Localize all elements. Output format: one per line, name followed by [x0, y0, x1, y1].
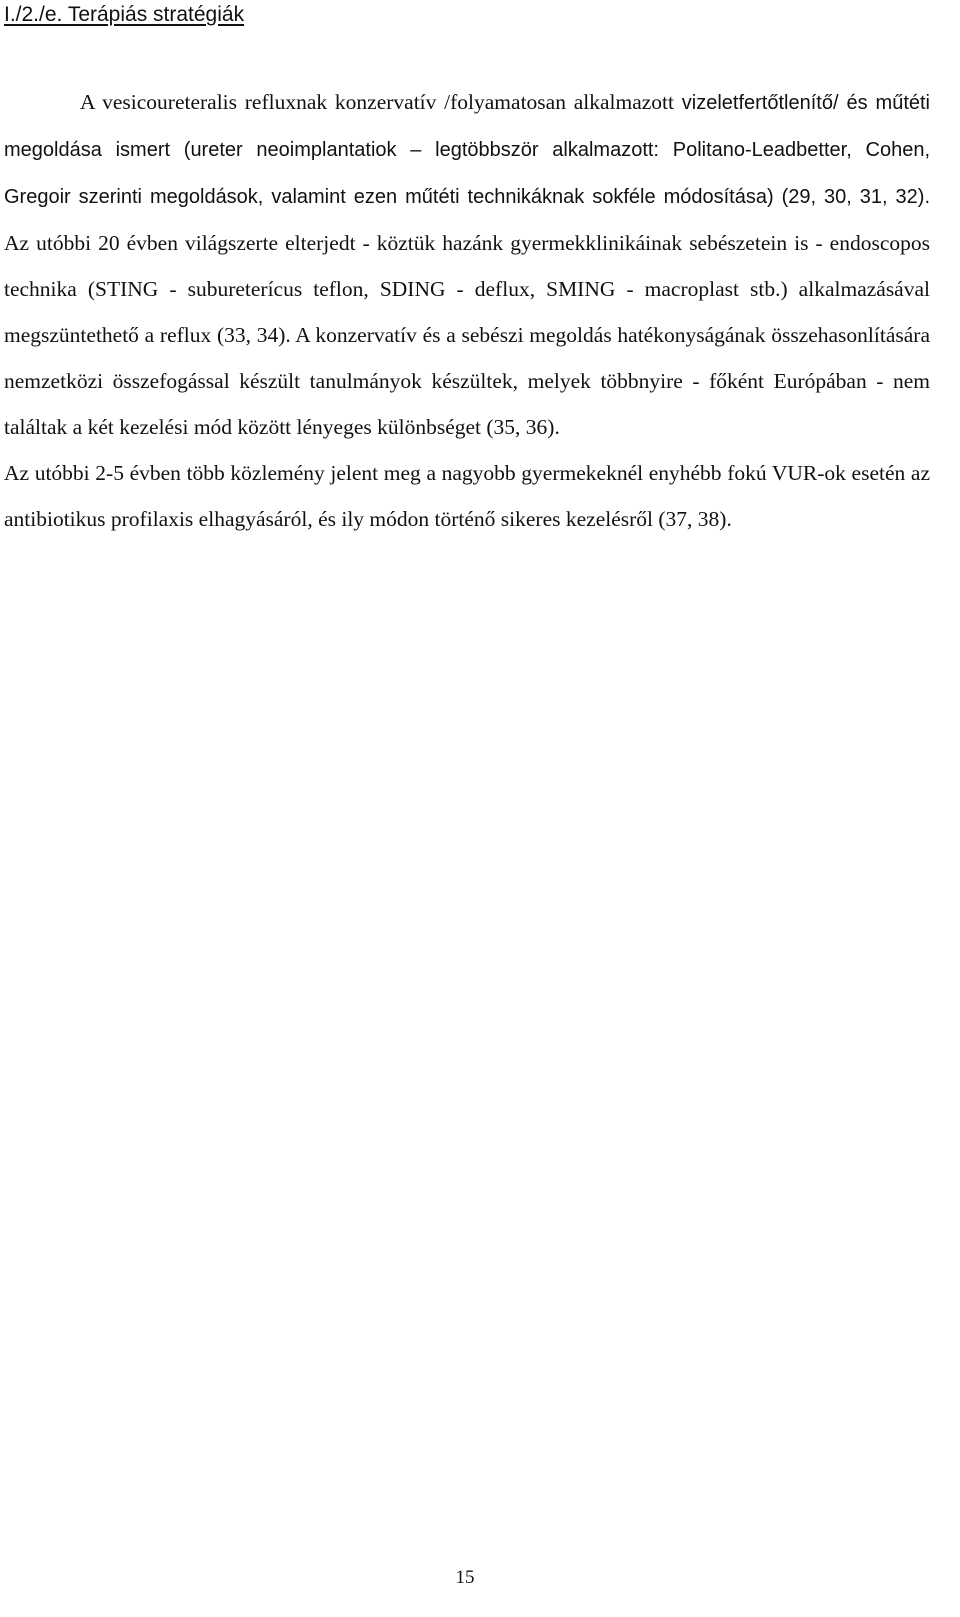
paragraph-vur-treatment — [4, 79, 930, 450]
text-segment: Az utóbbi 20 évben világszerte elterjedt - köztük hazánk gyermekklinikáinak sebészetein is - endoscopos technika (STING - subureterícus teflon, SDING - deflux, SMING - macroplast stb.) alkalmazásával megszüntethető a reflux (33, 34). A konzervatív és a sebészi megoldás hatékonyságának összehasonlítására nemzetközi összefogással készült tanulmányok készültek, melyek többnyire - főként Európában - nem találtak a két kezelési mód között lényeges különbséget (35, 36). — [4, 231, 930, 439]
text-segment: vizeletfertőtlenítő/ és műtéti megoldása ismert (ureter neoimplantatiok – legtöbbször alkalmazott: Politano-Leadbetter, Cohen, Gregoir szerinti megoldások, valamint ezen műtéti technikáknak sokféle módosítása) (29, 30, 31, 32). — [4, 92, 931, 208]
text-segment: A vesicoureteralis refluxnak konzervatív /folyamatosan alkalmazott — [80, 90, 682, 114]
page-number: 15 — [455, 1567, 475, 1588]
body-text — [4, 79, 930, 542]
paragraph-antibiotic-prophylaxis — [4, 450, 930, 542]
text-segment: Az utóbbi 2-5 évben több közlemény jelent meg a nagyobb gyermekeknél enyhébb fokú VUR-ok esetén az antibiotikus profilaxis elhagyásáról, és ily módon történő sikeres kezelésről (37, 38). — [4, 461, 930, 531]
section-heading: I./2./e. Terápiás stratégiák — [4, 3, 245, 26]
